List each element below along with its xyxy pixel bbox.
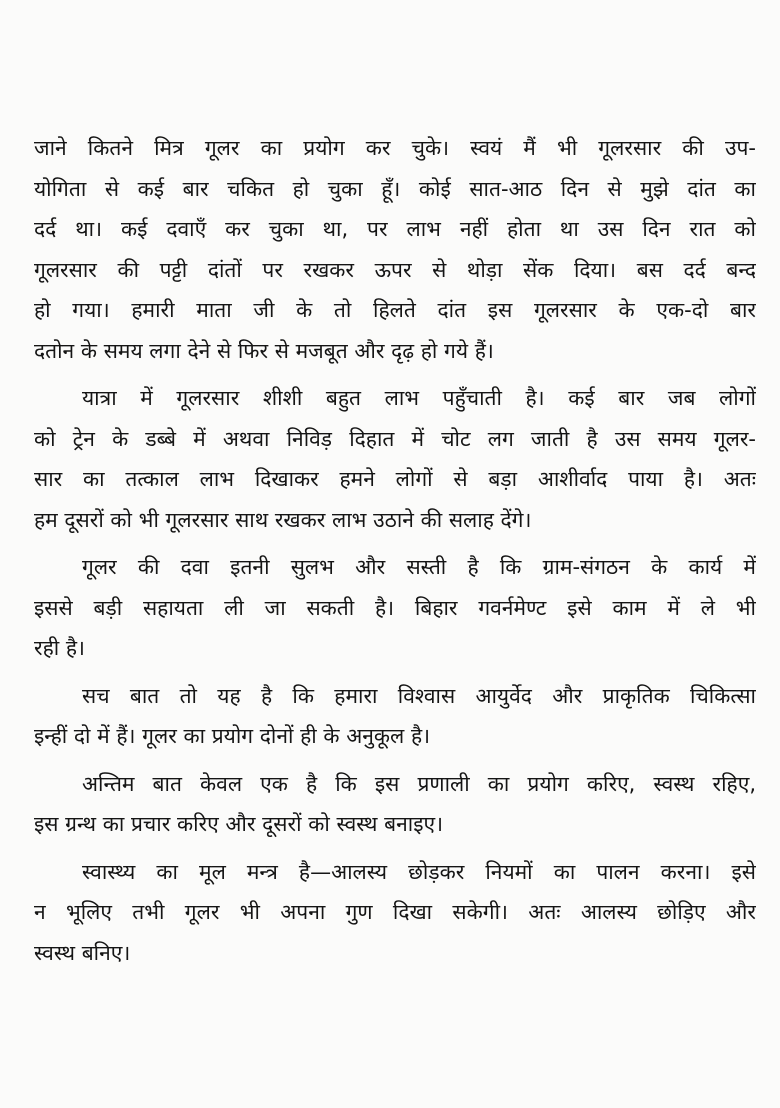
- text-line: स्वास्थ्य का मूल मन्त्र है—आलस्य छोड़कर नियमों का पालन करना। इसे: [82, 859, 756, 884]
- text-line: योगिता से कई बार चकित हो चुका हूँ। कोई सात-आठ दिन से मुझे दांत का: [34, 176, 756, 201]
- paragraph: [34, 547, 756, 669]
- paragraph: [34, 378, 756, 540]
- text-line: यात्रा में गूलरसार शीशी बहुत लाभ पहुँचाती है। कई बार जब लोगों: [82, 386, 756, 410]
- text-line: जाने कितने मित्र गूलर का प्रयोग कर चुके। स्वयं मैं भी गूलरसार की उप-: [34, 136, 756, 160]
- text-line: सच बात तो यह है कि हमारा विश्वास आयुर्वेद और प्राकृतिक चिकित्सा: [82, 683, 756, 708]
- paragraph: [34, 676, 756, 757]
- paragraph: [34, 852, 756, 974]
- text-line: दर्द था। कई दवाएँ कर चुका था, पर लाभ नहीं होता था उस दिन रात को: [34, 217, 756, 241]
- text-line: इस ग्रन्थ का प्रचार करिए और दूसरों को स्वस्थ बनाइए।: [34, 812, 444, 836]
- text-line: को ट्रेन के डब्बे में अथवा निविड़ दिहात में चोट लग जाती है उस समय गूलर-: [34, 426, 756, 451]
- text-line: हो गया। हमारी माता जी के तो हिलते दांत इस गूलरसार के एक-दो बार: [34, 298, 756, 322]
- text-line: गूलरसार की पट्टी दांतों पर रखकर ऊपर से थोड़ा सेंक दिया। बस दर्द बन्द: [34, 257, 756, 282]
- text-line: अन्तिम बात केवल एक है कि इस प्रणाली का प्रयोग करिए, स्वस्थ रहिए,: [82, 771, 756, 796]
- text-line: दतोन के समय लगा देने से फिर से मजबूत और दृढ़ हो गये हैं।: [34, 338, 494, 363]
- text-line: इससे बड़ी सहायता ली जा सकती है। बिहार गवर्नमेण्ट इसे काम में ले भी: [34, 595, 756, 620]
- paragraph: [34, 764, 756, 845]
- text-line: रही है।: [34, 636, 85, 660]
- text-line: इन्हीं दो में हैं। गूलर का प्रयोग दोनों ही के अनुकूल है।: [34, 724, 431, 748]
- text-line: न भूलिए तभी गूलर भी अपना गुण दिखा सकेगी। अतः आलस्य छोड़िए और: [34, 900, 756, 924]
- text-line: गूलर की दवा इतनी सुलभ और सस्ती है कि ग्राम-संगठन के कार्य में: [82, 555, 756, 579]
- body-text: [34, 128, 756, 980]
- text-line: हम दूसरों को भी गूलरसार साथ रखकर लाभ उठाने की सलाह देंगे।: [34, 507, 532, 532]
- paragraph: [34, 128, 756, 371]
- text-line: सार का तत्काल लाभ दिखाकर हमने लोगों से बड़ा आशीर्वाद पाया है। अतः: [34, 467, 756, 491]
- text-line: स्वस्थ बनिए।: [34, 940, 131, 965]
